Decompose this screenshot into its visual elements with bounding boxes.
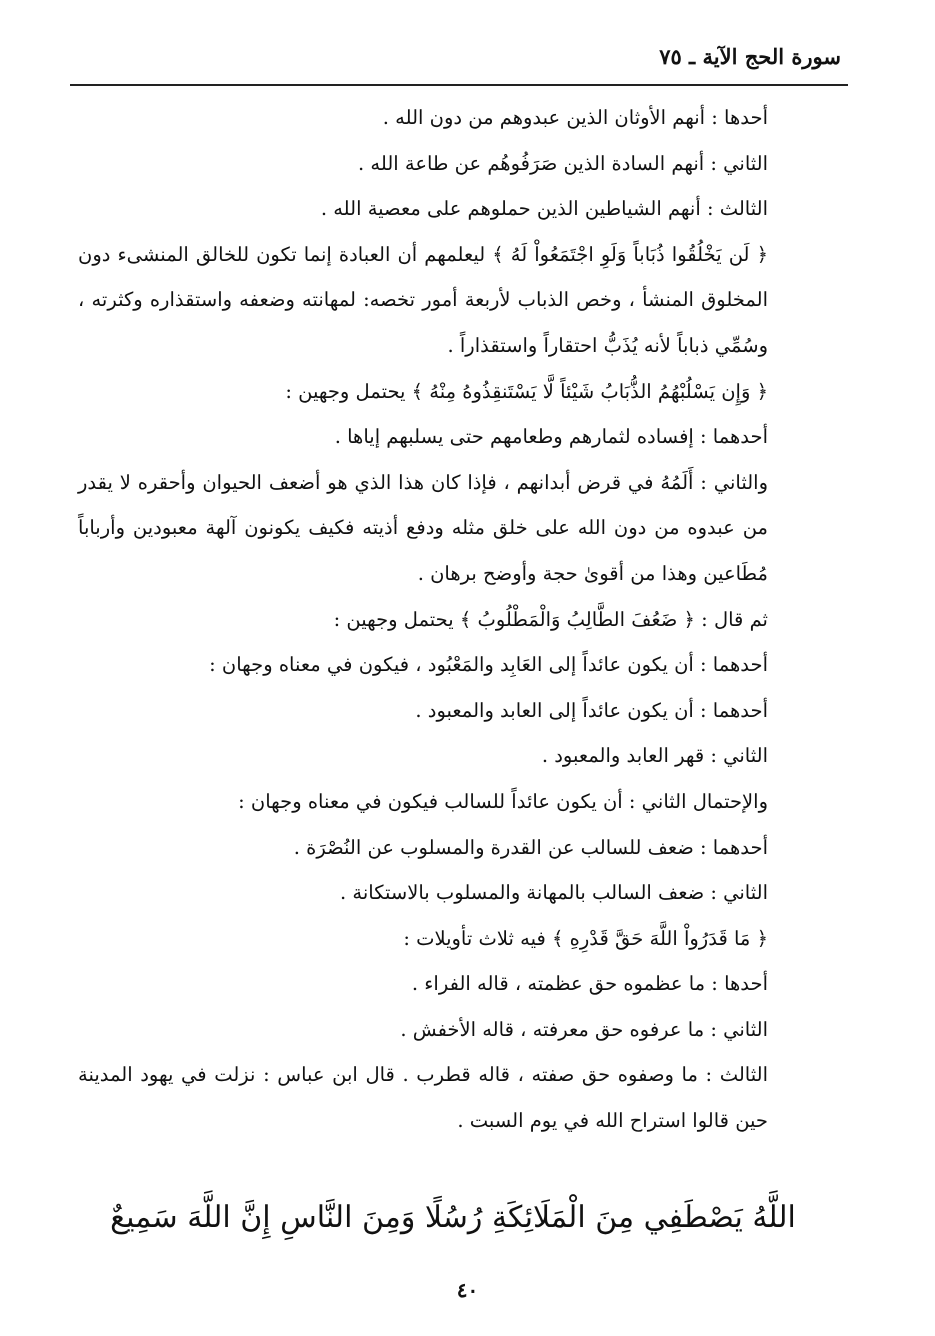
- paragraph: الثاني : ما عرفوه حق معرفته ، قاله الأخفش .: [400, 1017, 768, 1041]
- paragraph: أحدهما : أن يكون عائداً إلى العابد والمعبود .: [415, 698, 768, 722]
- paragraph: أحدها : ما عظموه حق عظمته ، قاله الفراء .: [411, 972, 768, 996]
- paragraph: والثاني : أَلَمُهُ في قرض أبدانهم ، فإذا كان هذا الذي هو أضعف الحيوان وأحقره لا يقدر من عبدوه من دون الله على خلق مثله ودفع أذيته فكيف يكونون آلهة معبودين وأرباباً مُطَاعين وهذا من أقوىٰ حجة وأوضح برهان .: [78, 470, 768, 585]
- paragraph: الثالث : ما وصفوه حق صفته ، قاله قطرب . قال ابن عباس : نزلت في يهود المدينة حين قالوا استراح الله في يوم السبت .: [78, 1063, 768, 1133]
- paragraph: ﴿ وَإِن يَسْلُبْهُمُ الذُّبَابُ شَيْئاً لَّا يَسْتَنقِذُوهُ مِنْهُ ﴾ يحتمل وجهين :: [285, 379, 768, 403]
- main-text: [78, 95, 768, 1144]
- page-number: ٤٠: [456, 1278, 479, 1302]
- paragraph: الثاني : قهر العابد والمعبود .: [541, 744, 768, 768]
- paragraph: أحدها : أنهم الأوثان الذين عبدوهم من دون الله .: [382, 106, 768, 129]
- paragraph: الثالث : أنهم الشياطين الذين حملوهم على معصية الله .: [320, 197, 768, 221]
- quran-verse-line: اللَّهُ يَصْطَفِي مِنَ الْمَلَائِكَةِ رُسُلًا وَمِنَ النَّاسِ إِنَّ اللَّهَ سَمِيعٌ: [110, 1200, 796, 1235]
- paragraph: الثاني : ضعف السالب بالمهانة والمسلوب بالاستكانة .: [340, 881, 768, 905]
- paragraph: الثاني : أنهم السادة الذين صَرَفُوهُم عن طاعة الله .: [358, 151, 768, 175]
- running-header: سورة الحج الآية ـ ٧٥: [659, 44, 841, 69]
- paragraph: ثم قال : ﴿ ضَعُفَ الطَّالِبُ وَالْمَطْلُوبُ ﴾ يحتمل وجهين :: [333, 607, 768, 631]
- paragraph: أحدهما : إفساده لثمارهم وطعامهم حتى يسلبهم إياها .: [334, 425, 768, 449]
- header-divider: [70, 84, 848, 86]
- paragraph: والإحتمال الثاني : أن يكون عائداً للسالب فيكون في معناه وجهان :: [238, 789, 768, 813]
- paragraph: ﴿ لَن يَخْلُقُوا ذُبَاباً وَلَوِ اجْتَمَعُواْ لَهُ ﴾ ليعلمهم أن العبادة إنما تكون للخالق المنشىء دون المخلوق المنشأ ، وخص الذباب لأربعة أمور تخصه: لمهانته وضعفه واستقذاره وكثرته ، وسُمِّي ذباباً لأنه يُذَبُّ احتقاراً واستقذاراً .: [78, 242, 768, 357]
- paragraph: أحدهما : أن يكون عائداً إلى العَابِد والمَعْبُود ، فيكون في معناه وجهان :: [209, 653, 768, 677]
- paragraph: ﴿ مَا قَدَرُواْ اللَّهَ حَقَّ قَدْرِهِ ﴾ فيه ثلاث تأويلات :: [403, 926, 768, 950]
- paragraph: أحدهما : ضعف للسالب عن القدرة والمسلوب عن النُصْرَة .: [293, 835, 768, 859]
